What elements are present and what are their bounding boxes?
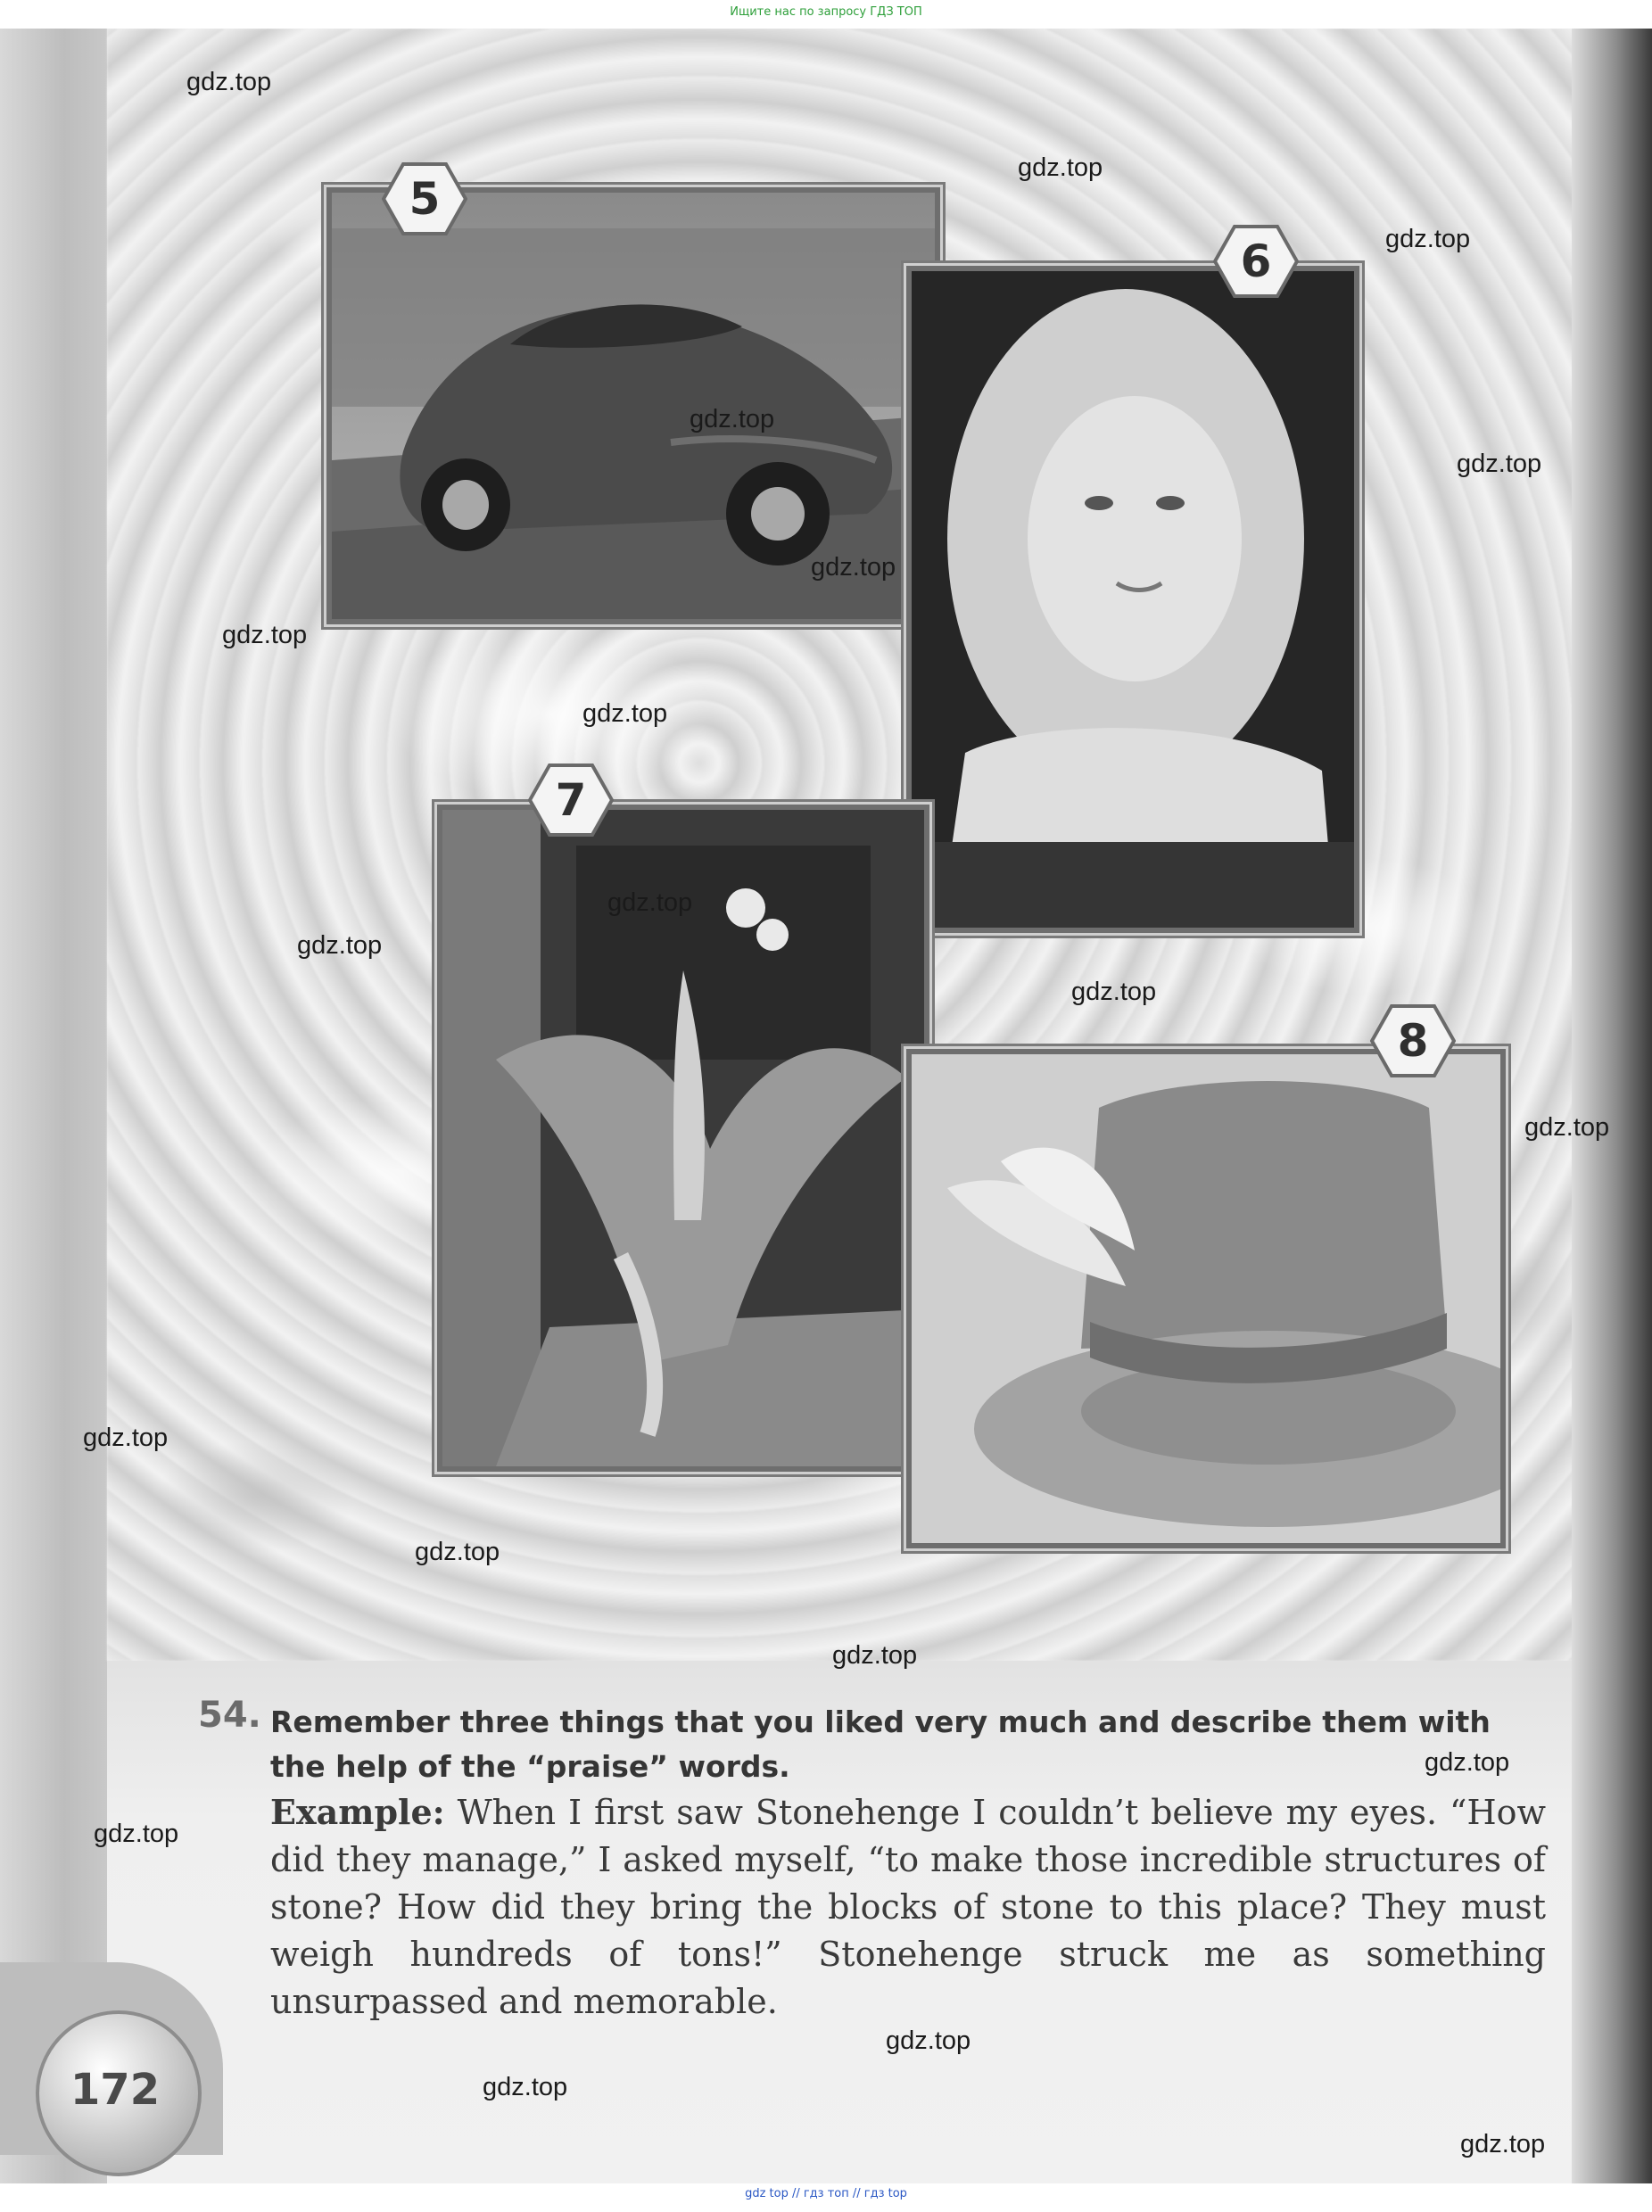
book-edge-shadow bbox=[1572, 29, 1652, 2183]
hat-image bbox=[912, 1054, 1500, 1543]
bottom-banner-link[interactable]: gdz top // гдз топ // гдз top bbox=[745, 2187, 907, 2200]
photo-badge-8 bbox=[1370, 1004, 1456, 1077]
page-spine-strip bbox=[0, 29, 107, 2183]
watermark: gdz.top bbox=[483, 2073, 568, 2101]
portrait-image bbox=[912, 271, 1354, 928]
watermark: gdz.top bbox=[886, 2026, 971, 2055]
photo-hat bbox=[906, 1049, 1506, 1548]
watermark: gdz.top bbox=[1425, 1748, 1510, 1777]
photo-badge-6 bbox=[1213, 225, 1299, 298]
watermark: gdz.top bbox=[1385, 225, 1471, 253]
watermark: gdz.top bbox=[415, 1538, 500, 1566]
exercise-example bbox=[270, 1788, 1546, 2026]
watermark: gdz.top bbox=[1071, 978, 1157, 1006]
watermark: gdz.top bbox=[297, 931, 383, 960]
exercise-task: Remember three things that you liked very much and describe them with the help of the “praise” words. bbox=[270, 1704, 1491, 1784]
watermark: gdz.top bbox=[1524, 1113, 1610, 1142]
photo-badge-7 bbox=[528, 763, 614, 837]
watermark: gdz.top bbox=[94, 1820, 179, 1848]
watermark: gdz.top bbox=[1018, 153, 1103, 182]
photo-number: 5 bbox=[409, 173, 441, 225]
watermark: gdz.top bbox=[582, 699, 668, 728]
watermark: gdz.top bbox=[607, 888, 693, 917]
top-banner-link[interactable]: Ищите нас по запросу ГДЗ ТОП bbox=[730, 5, 922, 19]
example-label: Example: bbox=[270, 1792, 445, 1832]
photo-number: 6 bbox=[1240, 235, 1272, 287]
watermark: gdz.top bbox=[1457, 450, 1542, 478]
watermark: gdz.top bbox=[832, 1641, 918, 1670]
page-number: 172 bbox=[70, 2065, 161, 2115]
photo-number: 8 bbox=[1397, 1015, 1429, 1067]
example-text: When I first saw Stonehenge I couldn’t believe my eyes. “How did they manage,” I asked myself, “to make those incredible structures of stone? How did they bring the blocks of stone to this place? They must weigh hundreds of tons!” Stonehenge struck me as something unsurpassed and memorable. bbox=[270, 1793, 1546, 2021]
photo-number: 7 bbox=[555, 774, 587, 826]
watermark: gdz.top bbox=[1460, 2130, 1546, 2158]
watermark: gdz.top bbox=[222, 621, 308, 649]
watermark: gdz.top bbox=[186, 68, 272, 96]
watermark: gdz.top bbox=[690, 405, 775, 433]
photo-badge-5 bbox=[382, 162, 467, 235]
watermark: gdz.top bbox=[811, 553, 896, 582]
exercise-number: 54. bbox=[198, 1695, 261, 1736]
watermark: gdz.top bbox=[83, 1424, 169, 1452]
photo-portrait bbox=[906, 266, 1359, 933]
